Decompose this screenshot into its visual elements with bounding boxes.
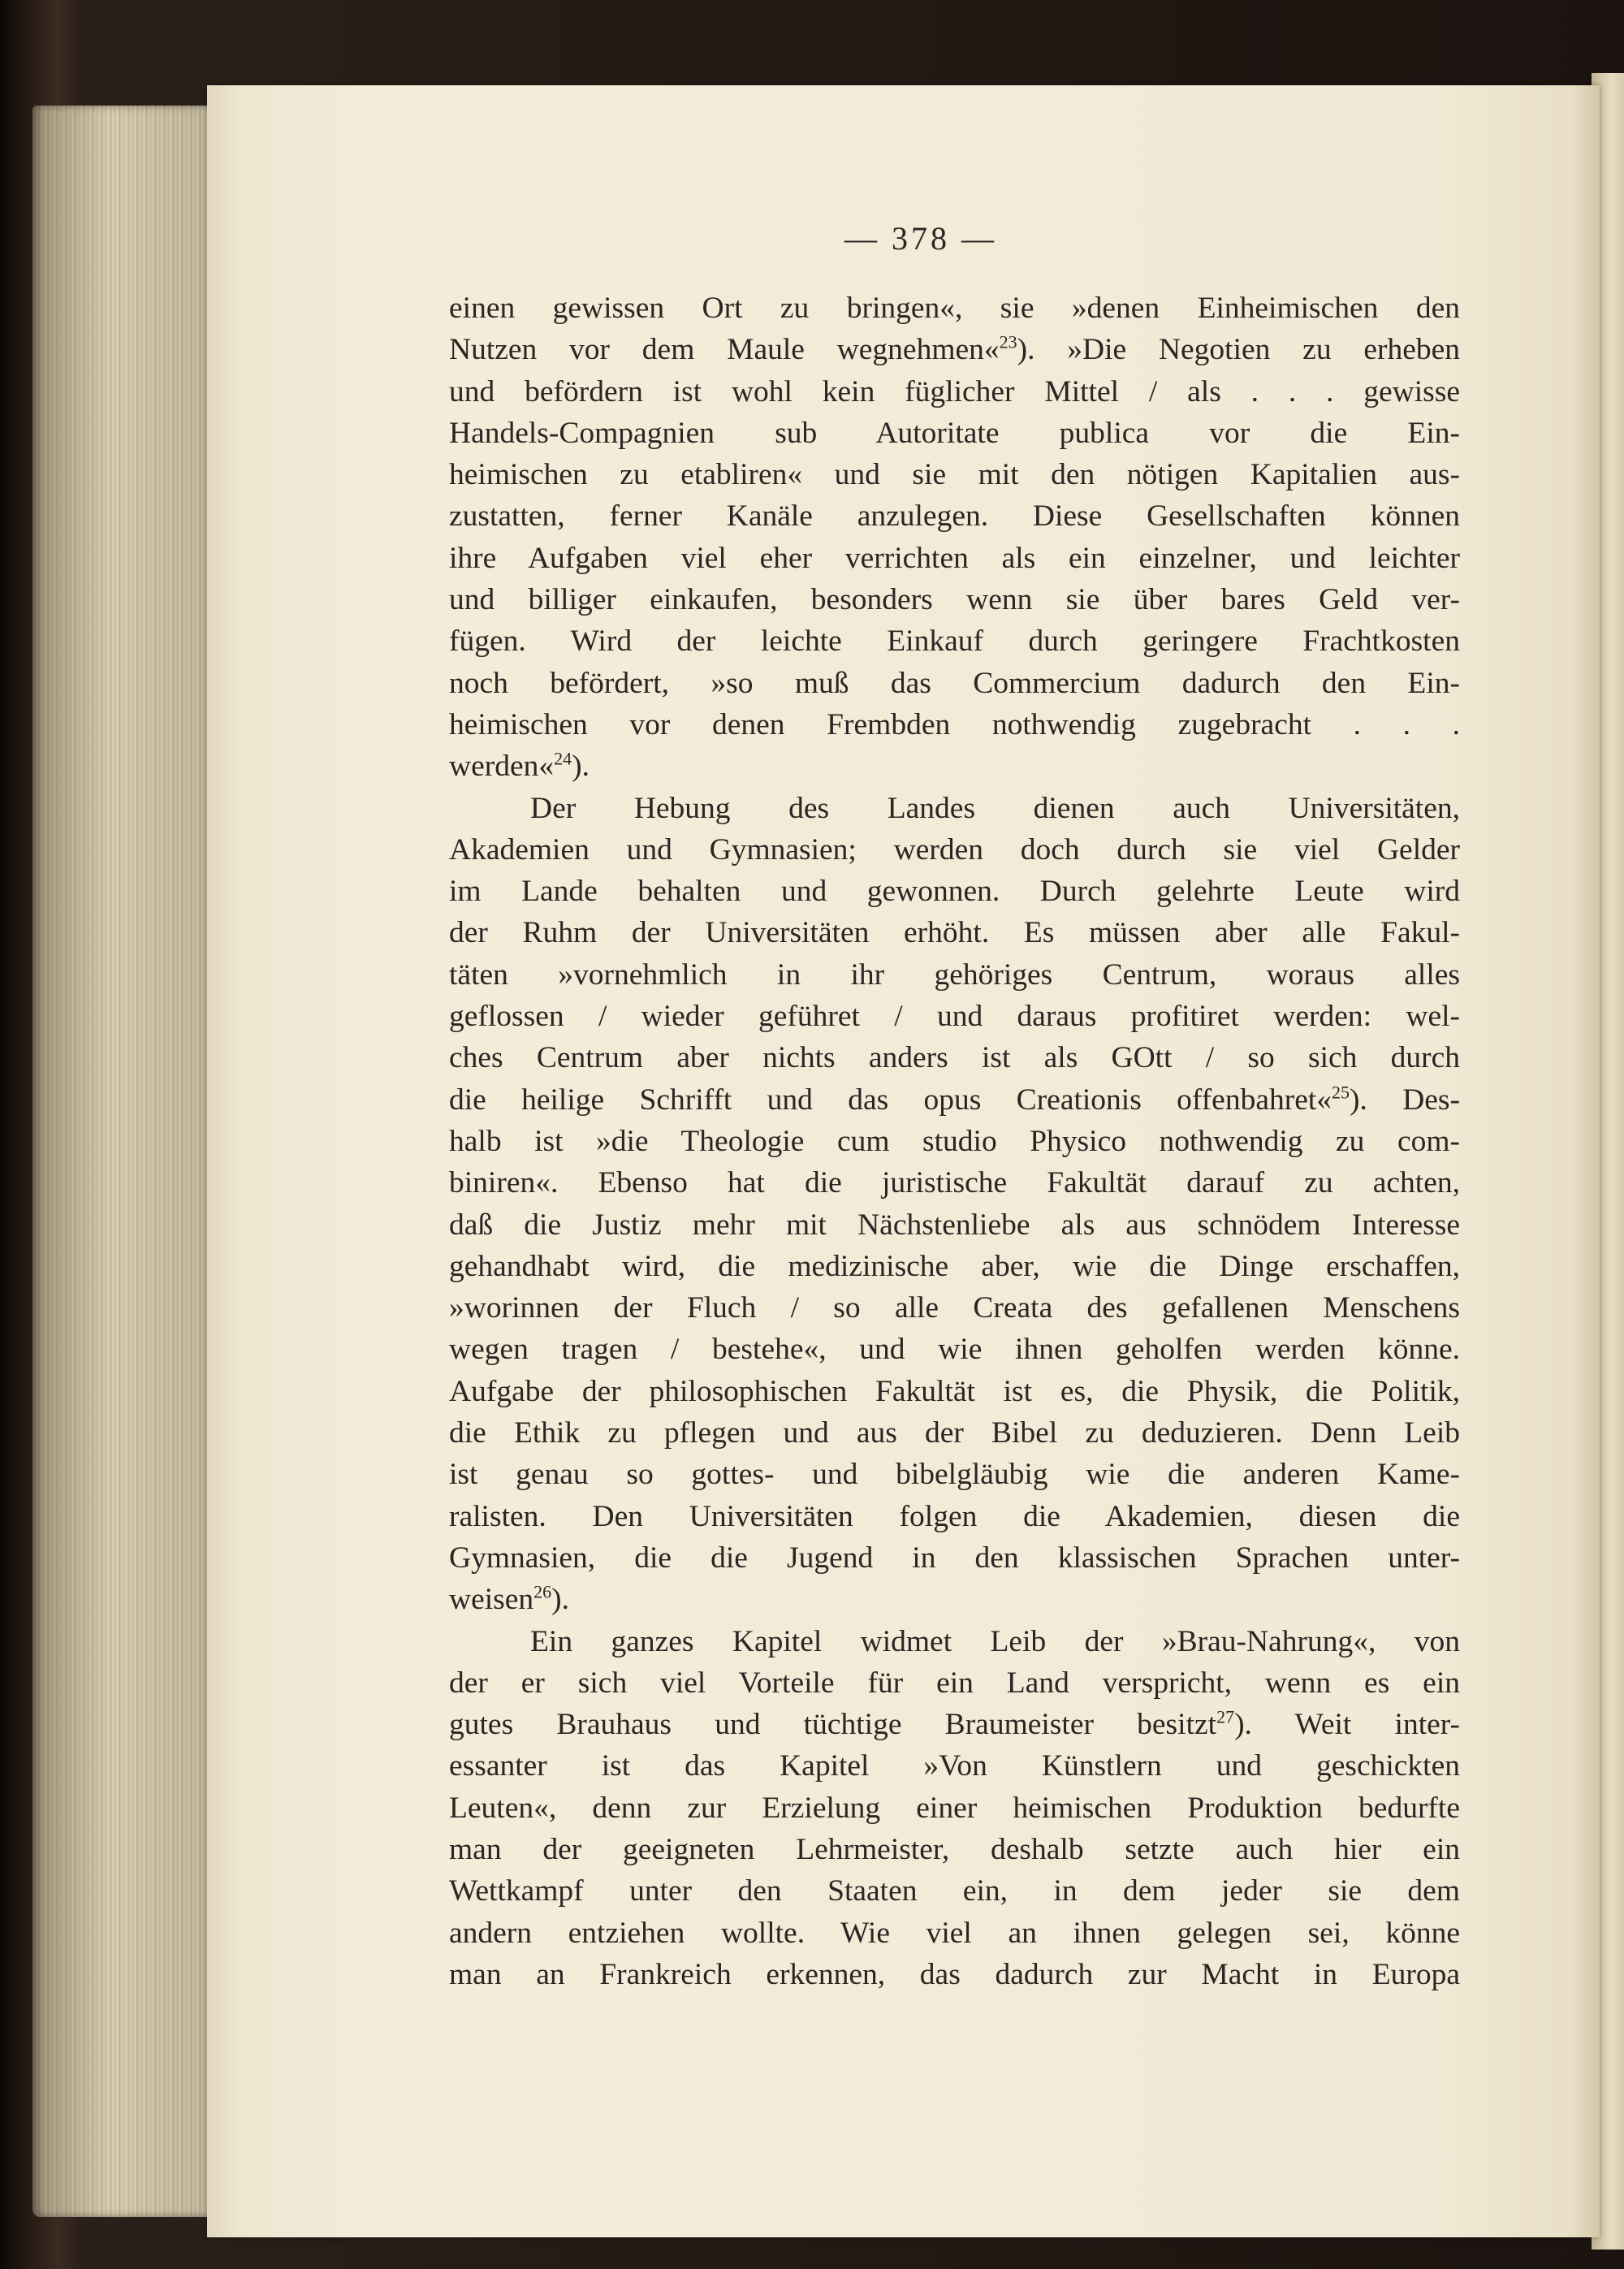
footnote-ref: 25	[1332, 1082, 1350, 1103]
text-line	[449, 871, 1460, 912]
text-line	[449, 1745, 1460, 1787]
text-line	[449, 1912, 1460, 1954]
text-line-main: daß die Justiz mehr mit Nächstenliebe als aus schnödem Interesse	[449, 1208, 1460, 1242]
text-line	[449, 1496, 1460, 1537]
text-line-tail: ). Des-	[1350, 1083, 1460, 1117]
text-line-main: der Ruhm der Universitäten erhöht. Es müssen aber alle Fakul-	[449, 916, 1460, 950]
text-line	[449, 1954, 1460, 1995]
text-line-main: Ein ganzes Kapitel widmet Leib der »Brau-Nahrung«, von	[530, 1624, 1460, 1658]
text-line	[449, 620, 1460, 662]
text-line	[449, 704, 1460, 746]
text-line	[449, 1621, 1460, 1662]
text-line	[449, 454, 1460, 495]
page-number: — 378 —	[844, 220, 997, 257]
text-line-main: geflossen / wieder geführet / und daraus profitiret werden: wel-	[449, 1000, 1460, 1034]
text-line	[449, 329, 1460, 370]
text-line-main: im Lande behalten und gewonnen. Durch gelehrte Leute wird	[449, 875, 1460, 909]
footnote-ref: 23	[999, 331, 1017, 352]
text-line	[449, 413, 1460, 454]
text-line-main: ches Centrum aber nichts anders ist als GOtt / so sich durch	[449, 1041, 1460, 1075]
text-line-main: Leuten«, denn zur Erzielung einer heimischen Produktion bedurfte	[449, 1791, 1460, 1825]
text-line	[449, 1704, 1460, 1745]
text-line-main: halb ist »die Theologie cum studio Physico nothwendig zu com-	[449, 1124, 1460, 1158]
text-line	[449, 1162, 1460, 1204]
text-line	[449, 1829, 1460, 1870]
text-line	[449, 495, 1460, 537]
text-line	[449, 1246, 1460, 1287]
text-line	[449, 1287, 1460, 1329]
text-line-main: Handels-Compagnien sub Autoritate publica vor die Ein-	[449, 416, 1460, 450]
text-line	[449, 746, 1460, 787]
text-line	[449, 1454, 1460, 1495]
text-line-main: man an Frankreich erkennen, das dadurch zur Macht in Europa	[449, 1957, 1460, 1991]
text-line-main: die Ethik zu pflegen und aus der Bibel zu deduzieren. Denn Leib	[449, 1416, 1460, 1450]
footnote-ref: 24	[554, 748, 572, 769]
text-line-main: täten »vornehmlich in ihr gehöriges Centrum, woraus alles	[449, 957, 1460, 992]
text-line-main: essanter ist das Kapitel »Von Künstlern und geschickten	[449, 1749, 1460, 1783]
text-line	[449, 1037, 1460, 1078]
text-line	[449, 371, 1460, 413]
text-line-main: man der geeigneten Lehrmeister, deshalb setzte auch hier ein	[449, 1832, 1460, 1866]
text-line-main: der er sich viel Vorteile für ein Land verspricht, wenn es ein	[449, 1666, 1460, 1700]
text-line	[449, 1787, 1460, 1829]
text-line	[449, 1412, 1460, 1454]
text-line-main: »worinnen der Fluch / so alle Creata des gefallenen Menschens	[449, 1291, 1460, 1325]
text-line	[449, 996, 1460, 1037]
text-line-main: Gymnasien, die die Jugend in den klassischen Sprachen unter-	[449, 1541, 1460, 1575]
text-line	[449, 538, 1460, 579]
text-line-main: heimischen vor denen Frembden nothwendig zugebracht . . .	[449, 707, 1460, 741]
text-line	[449, 579, 1460, 620]
text-line	[449, 1371, 1460, 1412]
text-line-main: Akademien und Gymnasien; werden doch durch sie viel Gelder	[449, 832, 1460, 867]
text-line-main: ist genau so gottes- und bibelgläubig wie die anderen Kame-	[449, 1458, 1460, 1492]
text-line-main: die heilige Schrifft und das opus Creationis offenbahret«	[449, 1083, 1332, 1117]
text-line-main: ralisten. Den Universitäten folgen die Akademien, diesen die	[449, 1499, 1460, 1533]
text-line-tail: ). »Die Negotien zu erheben	[1017, 333, 1461, 367]
text-line-main: ihre Aufgaben viel eher verrichten als ein einzelner, und leichter	[449, 541, 1460, 575]
text-line	[449, 1662, 1460, 1704]
text-line-main: gehandhabt wird, die medizinische aber, wie die Dinge erschaffen,	[449, 1249, 1460, 1283]
text-line-main: gutes Brauhaus und tüchtige Braumeister besitzt	[449, 1708, 1217, 1742]
text-line-main: fügen. Wird der leichte Einkauf durch geringere Frachtkosten	[449, 625, 1460, 659]
text-line	[449, 954, 1460, 996]
text-line-tail: ). Weit inter-	[1234, 1708, 1461, 1742]
text-line	[449, 1121, 1460, 1162]
text-line-main: biniren«. Ebenso hat die juristische Fakultät darauf zu achten,	[449, 1166, 1460, 1200]
text-line-main: wegen tragen / bestehe«, und wie ihnen geholfen werden könne.	[449, 1333, 1460, 1367]
text-line-main: heimischen zu etabliren« und sie mit den nötigen Kapitalien aus-	[449, 458, 1460, 492]
text-line-main: einen gewissen Ort zu bringen«, sie »denen Einheimischen den	[449, 292, 1460, 325]
text-line	[449, 1329, 1460, 1370]
text-line-main: noch befördert, »so muß das Commercium dadurch den Ein-	[449, 666, 1460, 700]
text-line-main: weisen	[449, 1583, 534, 1617]
text-line	[449, 1870, 1460, 1912]
text-line	[449, 1579, 1460, 1620]
text-line-main: Aufgabe der philosophischen Fakultät ist es, die Physik, die Politik,	[449, 1374, 1460, 1408]
text-line-main: Der Hebung des Landes dienen auch Universitäten,	[530, 791, 1460, 825]
page-edges	[32, 106, 227, 2217]
text-line-main: und billiger einkaufen, besonders wenn sie über bares Geld ver-	[449, 583, 1460, 617]
text-line	[449, 912, 1460, 953]
text-line-main: andern entziehen wollte. Wie viel an ihnen gelegen sei, könne	[449, 1916, 1460, 1950]
text-line	[449, 1204, 1460, 1246]
text-line-main: Nutzen vor dem Maule wegnehmen«	[449, 333, 1000, 367]
body-text	[449, 287, 1460, 1995]
text-line	[449, 1079, 1460, 1121]
footnote-ref: 27	[1216, 1706, 1235, 1727]
text-line	[449, 1537, 1460, 1579]
text-line	[449, 287, 1460, 329]
text-line-main: werden«	[449, 750, 555, 784]
text-line	[449, 663, 1460, 704]
text-line-tail: ).	[551, 1583, 570, 1617]
text-line-tail: ).	[572, 750, 590, 784]
text-line-main: und befördern ist wohl kein füglicher Mittel / als . . . gewisse	[449, 374, 1460, 408]
text-line	[449, 788, 1460, 829]
text-line-main: Wettkampf unter den Staaten ein, in dem jeder sie dem	[449, 1874, 1460, 1908]
footnote-ref: 26	[533, 1581, 552, 1602]
text-line-main: zustatten, ferner Kanäle anzulegen. Diese Gesellschaften können	[449, 499, 1460, 534]
text-line	[449, 829, 1460, 871]
